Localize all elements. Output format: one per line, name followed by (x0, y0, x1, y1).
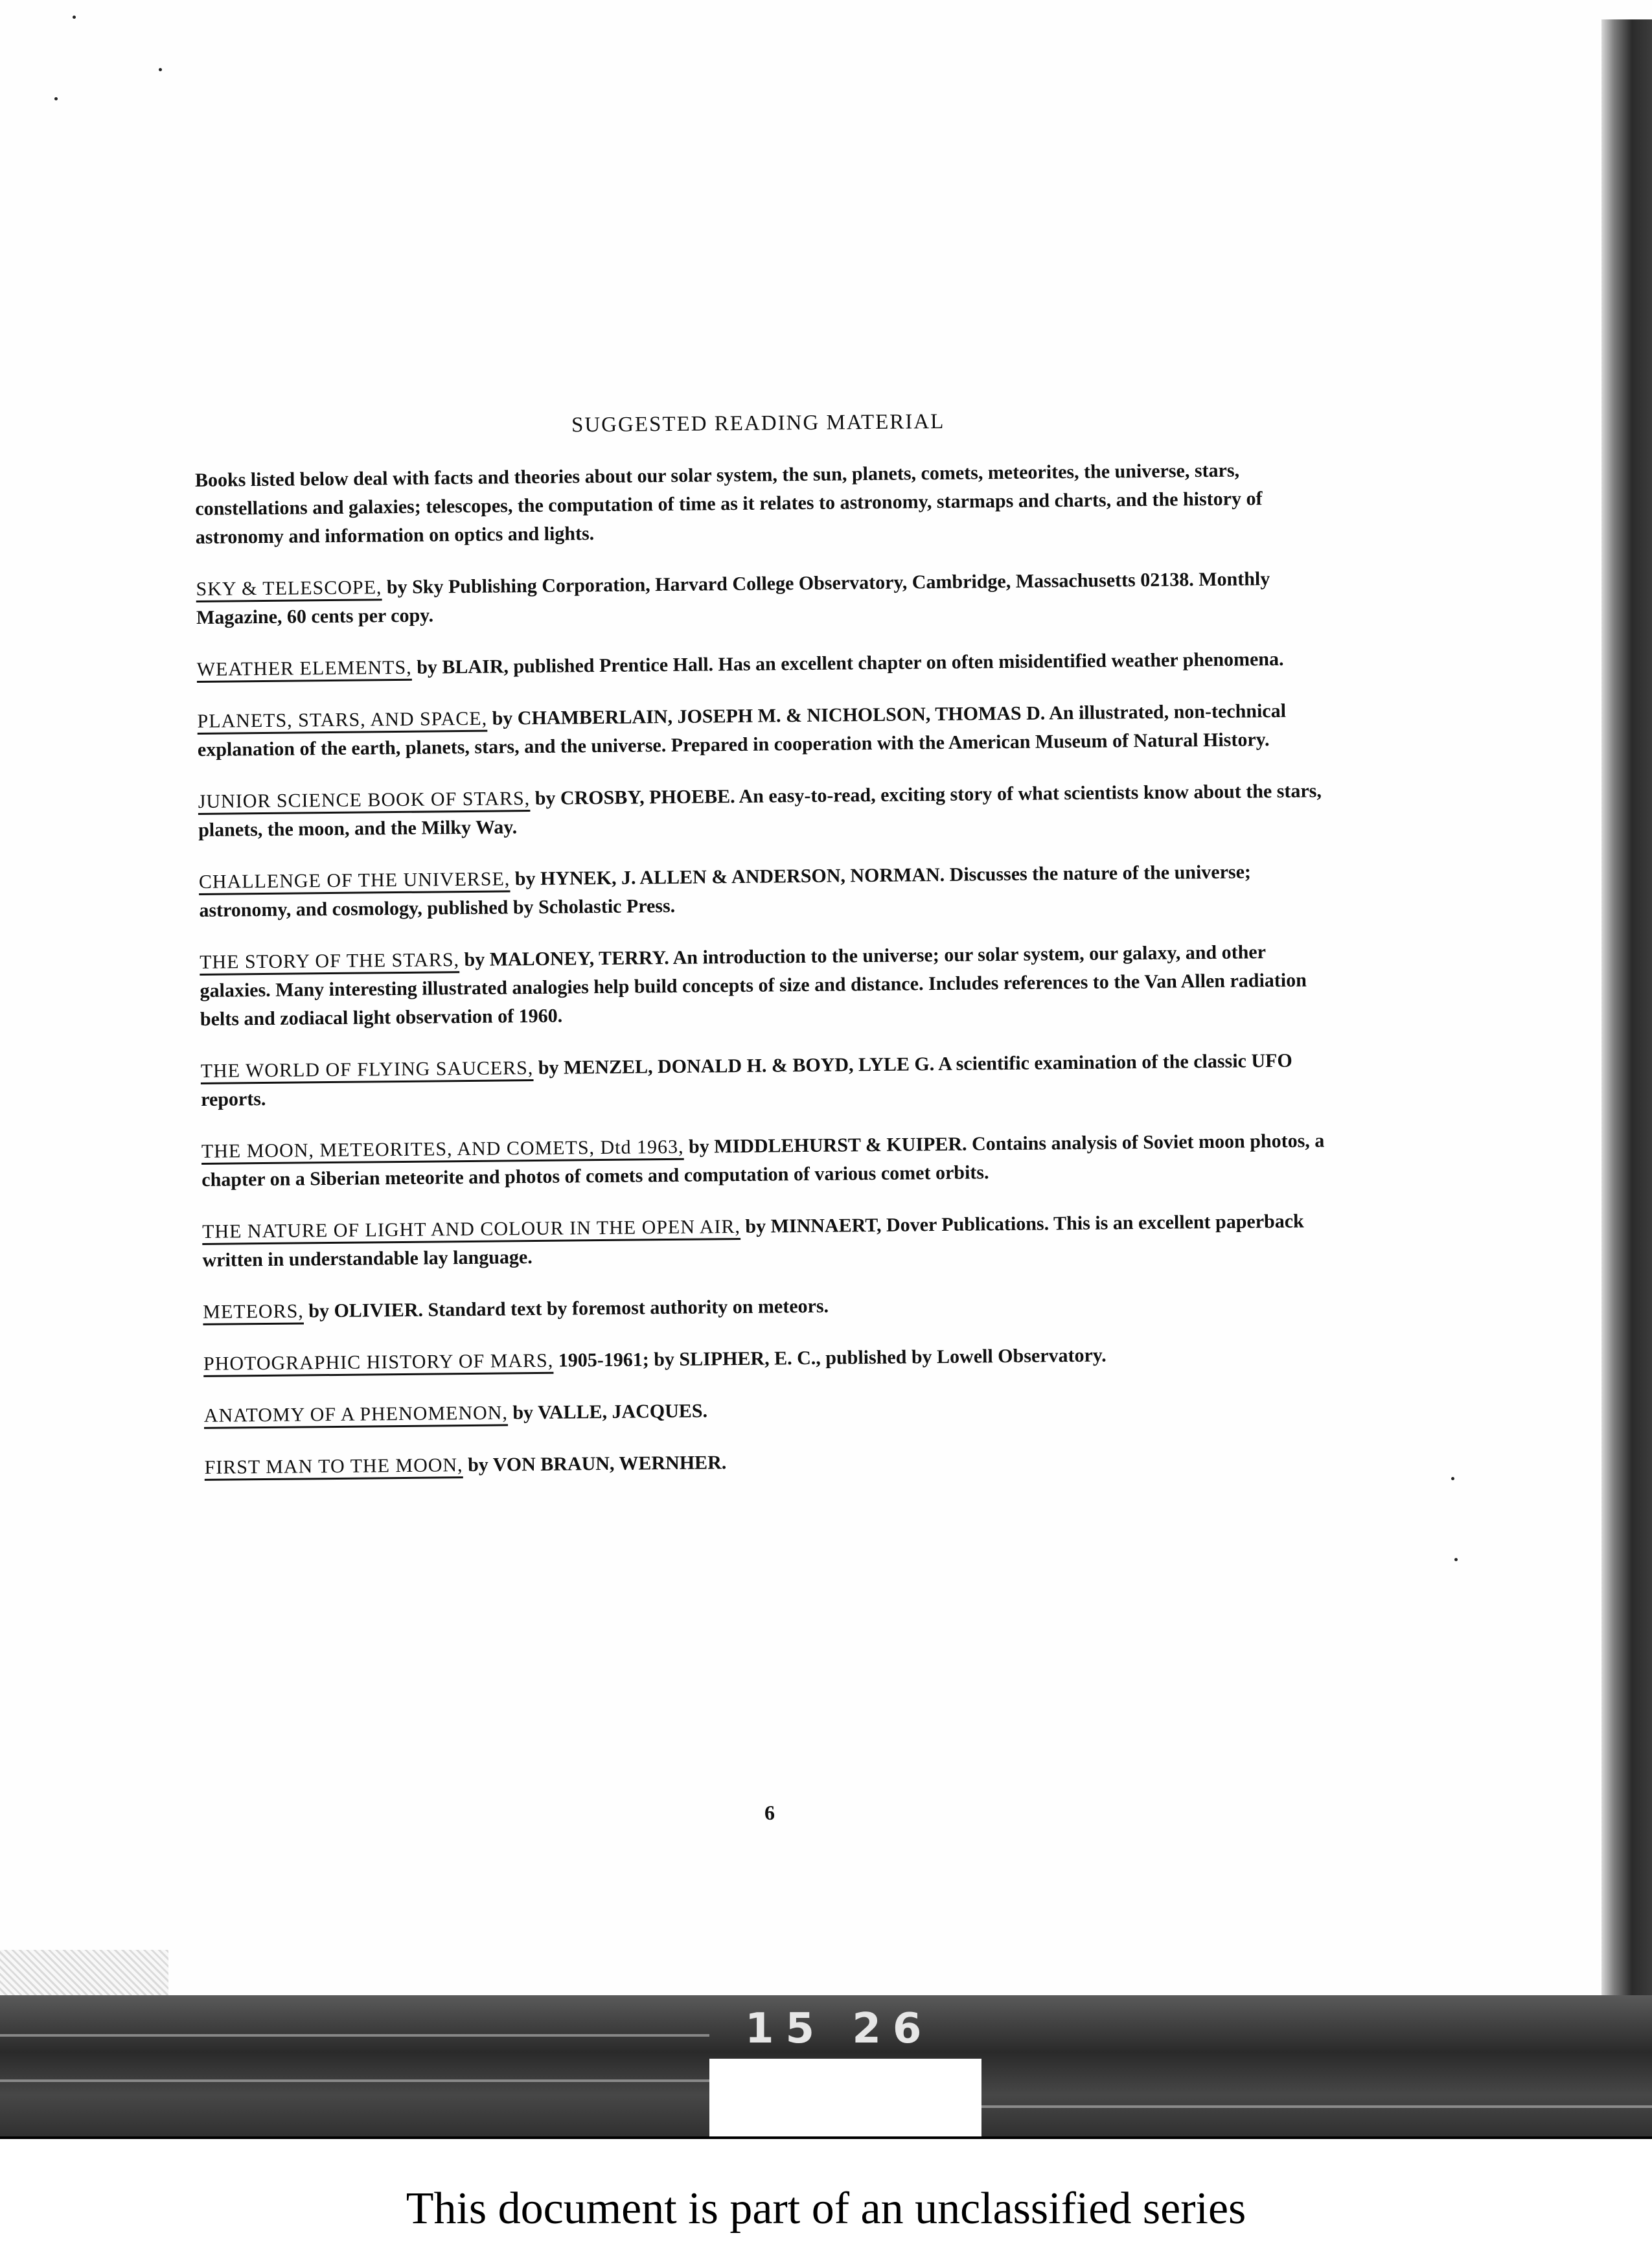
book-title: THE NATURE OF LIGHT AND COLOUR IN THE OPEN AIR, (201, 1215, 741, 1242)
book-title: ANATOMY OF A PHENOMENON, (203, 1402, 509, 1426)
list-item (200, 937, 1327, 1034)
book-description: by Sky Publishing Corporation, Harvard College Observatory, Cambridge, Massachusetts 02138. Monthly Magazine, 60 cents per copy. (196, 568, 1270, 628)
book-description: by MENZEL, DONALD H. & BOYD, LYLE G. A scientific examination of the classic UFO reports. (200, 1049, 1292, 1110)
scan-speck (54, 97, 58, 100)
scan-scratch (981, 2105, 1652, 2108)
scan-speck (73, 16, 76, 19)
book-title: SKY & TELESCOPE, (196, 577, 382, 600)
book-title: THE STORY OF THE STARS, (199, 949, 460, 973)
book-title: PLANETS, STARS, AND SPACE, (197, 707, 488, 732)
scan-scratch (0, 2034, 709, 2037)
scan-speck (159, 68, 162, 71)
book-title: PHOTOGRAPHIC HISTORY OF MARS, (203, 1349, 554, 1375)
book-description: by BLAIR, published Prentice Hall. Has an excellent chapter on often misidentified weather phenomena. (411, 648, 1284, 678)
list-item (203, 1339, 1331, 1379)
book-description: by MALONEY, TERRY. An introduction to the universe; our solar system, our galaxy, and other galaxies. Many interesting illustrated analogies help build concepts of size and distance. Includes references to the Van Allen radiation belts and zodiacal light observation of 1960. (200, 941, 1307, 1030)
book-description: by MINNAERT, Dover Publications. This is an excellent paperback written in understandable lay language. (202, 1210, 1304, 1271)
list-item (203, 1287, 1330, 1327)
scan-scratch (0, 2079, 709, 2082)
list-item (201, 1046, 1329, 1114)
scan-speck (1454, 1558, 1458, 1561)
book-title: CHALLENGE OF THE UNIVERSE, (198, 868, 511, 893)
list-item (198, 777, 1326, 845)
list-item (202, 1207, 1330, 1275)
list-item (197, 696, 1325, 764)
list-item (197, 645, 1324, 684)
paper-tab (709, 2059, 981, 2138)
list-item (199, 857, 1327, 925)
book-description: by HYNEK, J. ALLEN & ANDERSON, NORMAN. Discusses the nature of the universe; astronomy, and cosmology, published by Scholastic Press. (199, 861, 1252, 921)
book-description: by VALLE, JACQUES. (507, 1400, 708, 1424)
list-item (204, 1443, 1331, 1482)
list-item (204, 1391, 1331, 1430)
book-description: by VON BRAUN, WERNHER. (463, 1452, 727, 1476)
book-title: FIRST MAN TO THE MOON, (204, 1454, 463, 1478)
footer-note: This document is part of an unclassified series (406, 2184, 1246, 2234)
book-title: METEORS, (203, 1300, 304, 1323)
footer-divider (0, 2136, 1652, 2139)
book-description: by OLIVIER. Standard text by foremost authority on meteors. (303, 1295, 829, 1322)
scan-speck (1451, 1477, 1454, 1480)
book-title: JUNIOR SCIENCE BOOK OF STARS, (198, 788, 531, 812)
book-title: WEATHER ELEMENTS, (196, 656, 412, 680)
page-title: SUGGESTED READING MATERIAL (571, 409, 945, 437)
intro-paragraph: Books listed below deal with facts and theories about our solar system, the sun, planets, comets, meteorites, the universe, stars, constellations and galaxies; telescopes, the computation of time as it relates to astronomy, starmaps and charts, and the history of astronomy and information on optics and lights. (194, 459, 1263, 548)
stamp-number: 15 26 (745, 2005, 934, 2053)
book-description: by CROSBY, PHOEBE. An easy-to-read, exciting story of what scientists know about the stars, planets, the moon, and the Milky Way. (198, 780, 1322, 841)
list-item (201, 1127, 1329, 1195)
book-description: 1905-1961; by SLIPHER, E. C., published by Lowell Observatory. (553, 1344, 1107, 1371)
page-number: 6 (764, 1801, 775, 1824)
book-description: by MIDDLEHURST & KUIPER. Contains analysis of Soviet moon photos, a chapter on a Siberian meteorite and photos of comets and computation of various comet orbits. (201, 1130, 1325, 1191)
book-title: THE MOON, METEORITES, AND COMETS, Dtd 1963, (201, 1136, 684, 1162)
list-item (196, 564, 1324, 632)
book-title: THE WORLD OF FLYING SAUCERS, (200, 1057, 534, 1082)
reading-list (194, 404, 1332, 1505)
book-description: by CHAMBERLAIN, JOSEPH M. & NICHOLSON, THOMAS D. An illustrated, non-technical explanation of the earth, planets, stars, and the universe. Prepared in cooperation with the American Museum of Natural History. (197, 700, 1287, 761)
scan-edge-shadow (1601, 19, 1652, 2002)
